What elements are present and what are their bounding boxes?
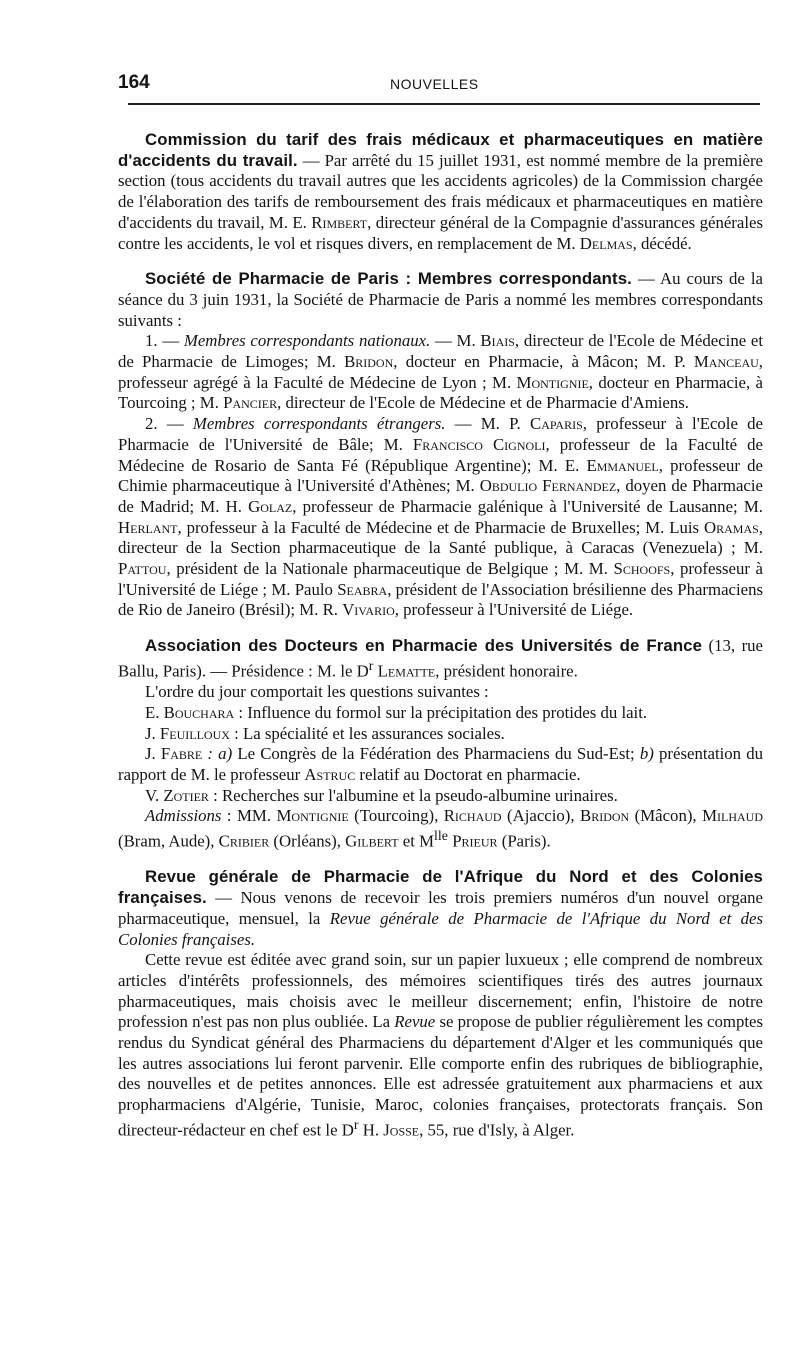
journal-title: Revue générale de Pharmacie de l'Afrique du Nord et des Colonies françaises.	[118, 908, 764, 949]
section-title: Association des Docteurs en Pharmacie des Universités de France	[145, 636, 703, 656]
person-name: Bridon	[344, 352, 394, 372]
person-name: Bridon	[580, 806, 630, 826]
person-name: Bouchara	[163, 702, 235, 722]
person-name: Cribier	[218, 831, 270, 851]
agenda-item: J. Fabre : a) Le Congrès de la Fédération des Pharmaciens du Sud-Est; b) présentation du rapport de M. le professeur Astruc relatif au Doctorat en pharmacie.	[118, 744, 764, 784]
person-name: Astruc	[304, 764, 356, 784]
societe-etrangers: 2. — Membres correspondants étrangers. — M. P. Caparis, professeur à l'Ecole de Pharmacie de l'Université de Bâle; M. Francisco Cignoli, professeur de la Faculté de Médecine de Rosario de Santa Fé (République Argentine); M. E. Emmanuel, professeur de Chimie pharmaceutique à l'Université d'Athènes; M. Obdulio Fernandez, doyen de Pharmacie de Madrid; M. H. Golaz, professeur de Pharmacie galénique à l'Université de Lausanne; M. Herlant, professeur à la Faculté de Médecine et de Pharmacie de Bruxelles; M. Luis Oramas, directeur de la Section pharmaceutique de la Santé publique, à Caracas (Venezuela) ; M. Pattou, président de la Nationale pharmaceutique de Belgique ; M. M. Schoofs, professeur à l'Université de Liége ; M. Paulo Seabra, président de l'Association brésilienne des Pharmaciens de Rio de Janeiro (Brésil); M. R. Vivario, professeur à l'Université de Liége.	[118, 414, 763, 620]
person-name: Biais	[480, 331, 515, 351]
association-intro: Association des Docteurs en Pharmacie des Universités de France (13, rue Ballu, Paris). — Présidence : M. le $D^r$ Lematte, président honoraire.	[118, 636, 763, 681]
running-title: NOUVELLES	[390, 76, 479, 92]
person-name: Fabre	[160, 744, 203, 764]
person-name: Milhaud	[702, 806, 763, 826]
section-title: Commission du tarif des frais médicaux et pharmaceutiques en matière d'accidents du travail.	[118, 130, 763, 170]
person-name: Feuilloux	[159, 723, 230, 743]
person-name: Vivario	[342, 600, 395, 620]
agenda-item: E. Bouchara : Influence du formol sur la précipitation des protides du lait.	[145, 702, 648, 722]
person-name: Zotier	[163, 785, 209, 805]
person-name: Rimbert	[311, 212, 368, 232]
person-name: Herlant	[118, 517, 178, 537]
section-title: Revue générale de Pharmacie de l'Afrique du Nord et des Colonies françaises.	[118, 867, 763, 908]
page-number: 164	[118, 72, 150, 93]
person-name: Gilbert	[345, 831, 399, 851]
person-name: Seabra	[337, 579, 388, 599]
subsection-label: Membres correspondants nationaux.	[183, 331, 431, 351]
person-name: Fernandez	[542, 476, 617, 496]
subsection-label: Membres correspondants étrangers.	[192, 414, 446, 434]
person-name: Cignoli	[492, 434, 546, 454]
person-name: Delmas	[579, 233, 633, 253]
person-name: Montignie	[276, 806, 349, 826]
section-commission	[118, 130, 763, 254]
section-revue	[118, 867, 763, 1141]
person-name: Prieur	[452, 831, 498, 851]
page-body	[118, 130, 763, 1141]
header-rule	[128, 103, 760, 105]
admissions-label: Admissions	[145, 806, 222, 826]
societe-intro: Société de Pharmacie de Paris : Membres correspondants. — Au cours de la séance du 3 juin 1931, la Société de Pharmacie de Paris a nommé les membres correspondants suivants :	[118, 269, 764, 330]
commission-paragraph: Commission du tarif des frais médicaux et pharmaceutiques en matière d'accidents du travail. — Par arrêté du 15 juillet 1931, est nommé membre de la première section (tous accidents du travail autres que les accidents agricoles) de la Commission chargée de l'élaboration des tarifs de remboursement des frais médicaux et pharmaceutiques en matière d'accidents du travail, M. E. Rimbert, directeur général de la Compagnie d'assurances générales contre les accidents, le vol et risques divers, en remplacement de M. Delmas, décédé.	[118, 130, 763, 253]
person-name: Golaz	[248, 496, 293, 516]
revue-intro: Revue générale de Pharmacie de l'Afrique du Nord et des Colonies françaises. — Nous venons de recevoir les trois premiers numéros d'un nouvel organe pharmaceutique, mensuel, la Revue générale de Pharmacie de l'Afrique du Nord et des Colonies françaises.	[118, 867, 764, 949]
person-name: Pancier	[223, 393, 278, 413]
running-header	[118, 68, 763, 98]
section-association	[118, 636, 763, 852]
section-title: Société de Pharmacie de Paris : Membres correspondants.	[145, 269, 632, 289]
book-page	[118, 68, 764, 1140]
agenda-line: L'ordre du jour comportait les questions suivantes :	[145, 682, 489, 702]
revue-description: Cette revue est éditée avec grand soin, sur un papier luxueux ; elle comprend de nombreux articles d'intérêts professionnels, des mémoires scientifiques tirés des autres journaux pharmaceutiques, mais choisis avec le meilleur discernement; enfin, l'histoire de notre profession n'est pas non plus oubliée. La Revue se propose de publier régulièrement les comptes rendus du Syndicat général des Pharmaciens du département d'Alger et les communiqués que les autres associations lui feront parvenir. Elle comporte enfin des rubriques de bibliographie, des nouvelles et de petites annonces. Elle est adressée gratuitement aux pharmaciens et aux propharmaciens d'Algérie, Tunisie, Maroc, colonies françaises, protectorats français. Son directeur-rédacteur en chef est le $D^r$ H. Josse, 55, rue d'Isly, à Alger.	[118, 950, 763, 1140]
person-name: Manceau	[693, 352, 759, 372]
admissions: Admissions : MM. Montignie (Tourcoing), Richaud (Ajaccio), Bridon (Mâcon), Milhaud (Bram, Aude), Cribier (Orléans), Gilbert et $M^{lle}$ Prieur (Paris).	[118, 806, 763, 851]
person-name: Caparis	[530, 414, 583, 434]
person-name: Schoofs	[613, 559, 671, 579]
societe-nationaux: 1. — Membres correspondants nationaux. — M. Biais, directeur de l'Ecole de Médecine et de Pharmacie de Limoges; M. Bridon, docteur en Pharmacie, à Mâcon; M. P. Manceau, professeur agrégé à la Faculté de Médecine de Lyon ; M. Montignie, docteur en Pharmacie, à Tourcoing ; M. Pancier, directeur de l'Ecole de Médecine et de Pharmacie d'Amiens.	[118, 331, 764, 413]
person-name: Montignie	[516, 372, 589, 392]
person-name: Emmanuel	[586, 455, 659, 475]
person-name: Oramas	[703, 517, 759, 537]
person-name: Richaud	[443, 806, 502, 826]
section-societe	[118, 269, 763, 621]
person-name: Pattou	[118, 559, 167, 579]
person-name: Lematte	[377, 661, 436, 681]
person-name: Josse	[383, 1120, 420, 1140]
agenda-item: V. Zotier : Recherches sur l'albumine et la pseudo-albumine urinaires.	[145, 785, 618, 805]
agenda-item: J. Feuilloux : La spécialité et les assurances sociales.	[145, 723, 505, 743]
